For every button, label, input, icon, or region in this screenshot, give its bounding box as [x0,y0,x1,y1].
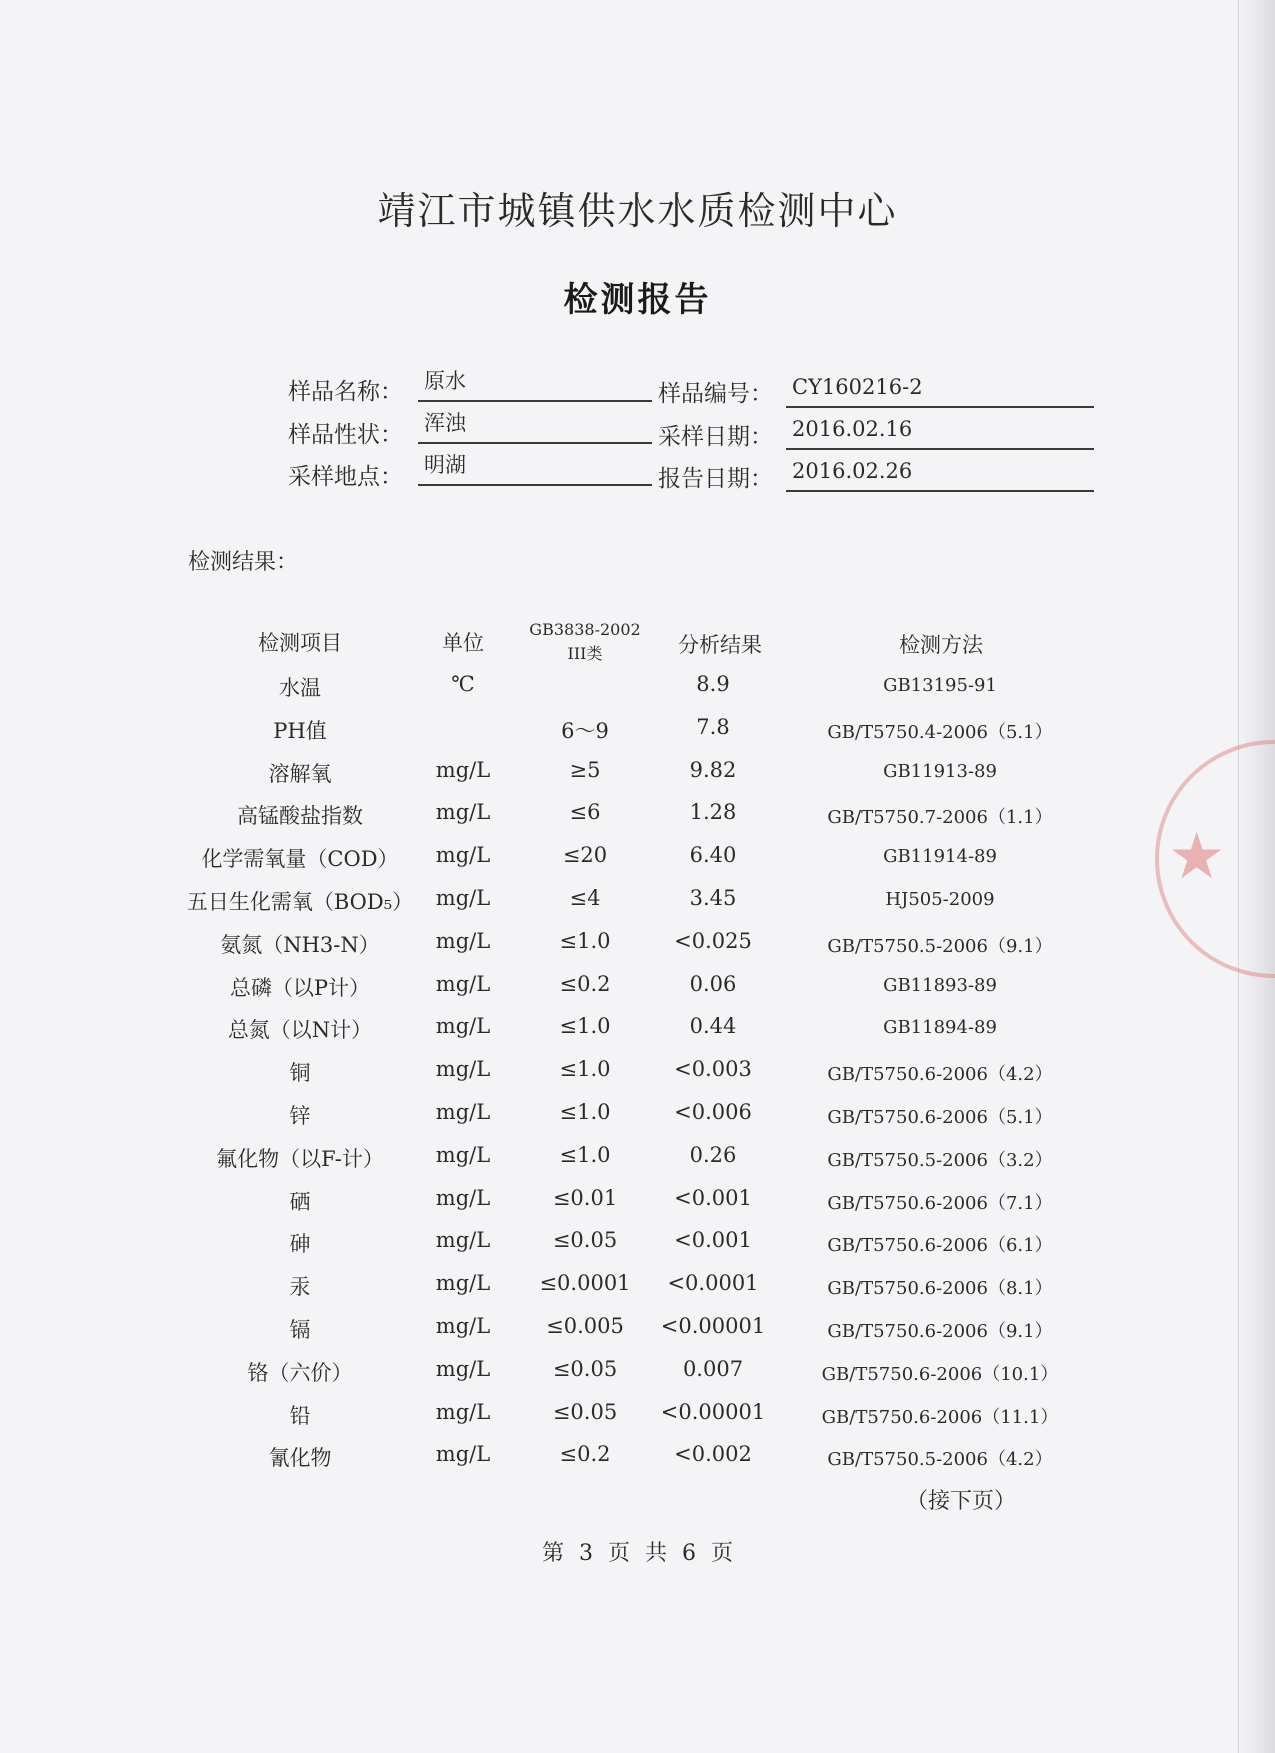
header-standard-line2: III类 [567,644,603,663]
cell-result: <0.006 [674,1100,752,1124]
cell-unit: mg/L [435,1057,491,1081]
cell-unit: mg/L [435,843,491,867]
cell-method: GB/T5750.6-2006（9.1） [827,1321,1053,1342]
cell-item: 氰化物 [268,1446,332,1470]
cell-unit: mg/L [435,886,491,910]
cell-item: 铜 [289,1061,311,1085]
cell-method: GB/T5750.5-2006（9.1） [827,936,1053,957]
cell-standard: ≤1.0 [559,1057,611,1081]
cell-standard: ≥5 [569,758,601,782]
cell-method: GB/T5750.6-2006（4.2） [827,1064,1053,1085]
cell-method: GB/T5750.5-2006（3.2） [827,1150,1053,1171]
cell-item: 铅 [289,1404,311,1428]
cell-unit: mg/L [435,1143,491,1167]
cell-result: 0.44 [689,1014,737,1038]
report-date-label: 报告日期： [658,466,773,492]
organization-name: 靖江市城镇供水水质检测中心 [377,189,898,233]
cell-item: 五日生化需氧（BOD₅） [186,890,414,914]
cell-standard: ≤0.05 [552,1400,618,1424]
seal-star-icon: ★ [1168,820,1226,894]
cell-standard: ≤0.01 [552,1186,618,1210]
cell-item: 氟化物（以F-计） [216,1147,384,1171]
cell-item: 总氮（以N计） [227,1018,373,1042]
cell-unit: mg/L [435,1014,491,1038]
cell-standard: ≤0.2 [559,972,611,996]
cell-standard: ≤4 [569,886,601,910]
continued-note: （接下页） [906,1489,1017,1514]
cell-unit: mg/L [435,1186,491,1210]
sample-name-value: 原水 [418,368,652,402]
cell-method: GB/T5750.6-2006（8.1） [827,1278,1053,1299]
cell-unit: mg/L [435,1442,491,1466]
sample-number-value: CY160216-2 [786,374,1094,408]
cell-method: GB/T5750.7-2006（1.1） [827,807,1053,828]
cell-standard: ≤1.0 [559,1100,611,1124]
cell-result: 0.26 [689,1143,737,1167]
header-method: 检测方法 [899,633,983,657]
cell-standard: ≤20 [562,843,608,867]
page-number: 第 3 页 共 6 页 [542,1541,733,1566]
cell-item: 高锰酸盐指数 [237,804,363,828]
cell-result: 0.007 [682,1357,744,1381]
report-date-value: 2016.02.26 [786,458,1094,492]
sampling-location-label: 采样地点： [288,464,403,490]
cell-unit: mg/L [435,1357,491,1381]
cell-method: GB/T5750.4-2006（5.1） [827,722,1053,743]
sampling-location-value: 明湖 [418,452,652,486]
cell-method: GB/T5750.6-2006（10.1） [821,1364,1059,1385]
cell-item: 水温 [279,676,321,700]
cell-method: GB/T5750.6-2006（7.1） [827,1193,1053,1214]
cell-result: <0.00001 [660,1400,766,1424]
cell-result: <0.001 [674,1186,752,1210]
cell-unit: ℃ [451,672,475,696]
results-section-label: 检测结果： [188,550,299,575]
cell-unit: mg/L [435,929,491,953]
cell-method: GB11914-89 [883,846,997,867]
cell-result: 3.45 [689,886,737,910]
cell-item: 溶解氧 [268,762,332,786]
cell-result: 0.06 [689,972,737,996]
cell-standard: ≤0.0001 [539,1271,631,1295]
cell-result: <0.002 [674,1442,752,1466]
sampling-date-label: 采样日期： [658,424,773,450]
sample-number-label: 样品编号： [658,381,773,407]
cell-result: 6.40 [689,843,737,867]
cell-result: 7.8 [696,715,730,739]
cell-item: 化学需氧量（COD） [201,847,399,871]
cell-item: PH值 [273,719,327,743]
cell-item: 砷 [289,1232,311,1256]
cell-method: GB11913-89 [883,761,997,782]
cell-unit: mg/L [435,1271,491,1295]
cell-standard: ≤0.2 [559,1442,611,1466]
sample-trait-value: 浑浊 [418,410,652,444]
cell-unit: mg/L [435,758,491,782]
sample-trait-label: 样品性状： [288,422,403,448]
cell-standard: ≤6 [569,800,601,824]
cell-standard: ≤0.05 [552,1357,618,1381]
cell-unit: mg/L [435,800,491,824]
report-title: 检测报告 [563,280,712,320]
header-result: 分析结果 [678,633,762,657]
cell-standard: ≤0.05 [552,1228,618,1252]
cell-result: 1.28 [689,800,737,824]
header-item: 检测项目 [258,631,342,655]
cell-unit: mg/L [435,1400,491,1424]
cell-method: GB11893-89 [883,975,997,996]
cell-standard: ≤1.0 [559,929,611,953]
sample-name-label: 样品名称： [288,379,403,405]
cell-result: <0.003 [674,1057,752,1081]
cell-standard: ≤0.005 [546,1314,624,1338]
cell-result: <0.025 [674,929,752,953]
cell-standard: ≤1.0 [559,1014,611,1038]
cell-method: GB13195-91 [883,675,997,696]
cell-unit: mg/L [435,1228,491,1252]
cell-item: 硒 [289,1190,311,1214]
cell-item: 锌 [289,1104,311,1128]
sampling-date-value: 2016.02.16 [786,416,1094,450]
cell-item: 铬（六价） [247,1361,353,1385]
cell-method: HJ505-2009 [885,889,995,910]
cell-unit: mg/L [435,1100,491,1124]
cell-item: 总磷（以P计） [229,976,371,1000]
cell-result: 8.9 [696,672,730,696]
cell-method: GB/T5750.6-2006（5.1） [827,1107,1053,1128]
cell-result: <0.00001 [660,1314,766,1338]
header-unit: 单位 [442,631,484,655]
cell-method: GB/T5750.5-2006（4.2） [827,1449,1053,1470]
cell-unit: mg/L [435,972,491,996]
cell-method: GB/T5750.6-2006（11.1） [821,1407,1059,1428]
cell-result: 9.82 [689,758,737,782]
cell-method: GB11894-89 [883,1017,997,1038]
cell-standard: 6～9 [561,719,609,743]
cell-method: GB/T5750.6-2006（6.1） [827,1235,1053,1256]
cell-result: <0.0001 [667,1271,759,1295]
cell-item: 镉 [289,1318,311,1342]
cell-unit: mg/L [435,1314,491,1338]
cell-standard: ≤1.0 [559,1143,611,1167]
cell-item: 氨氮（NH3-N） [220,933,380,957]
header-standard-line1: GB3838-2002 [529,620,641,639]
cell-result: <0.001 [674,1228,752,1252]
cell-item: 汞 [289,1275,311,1299]
